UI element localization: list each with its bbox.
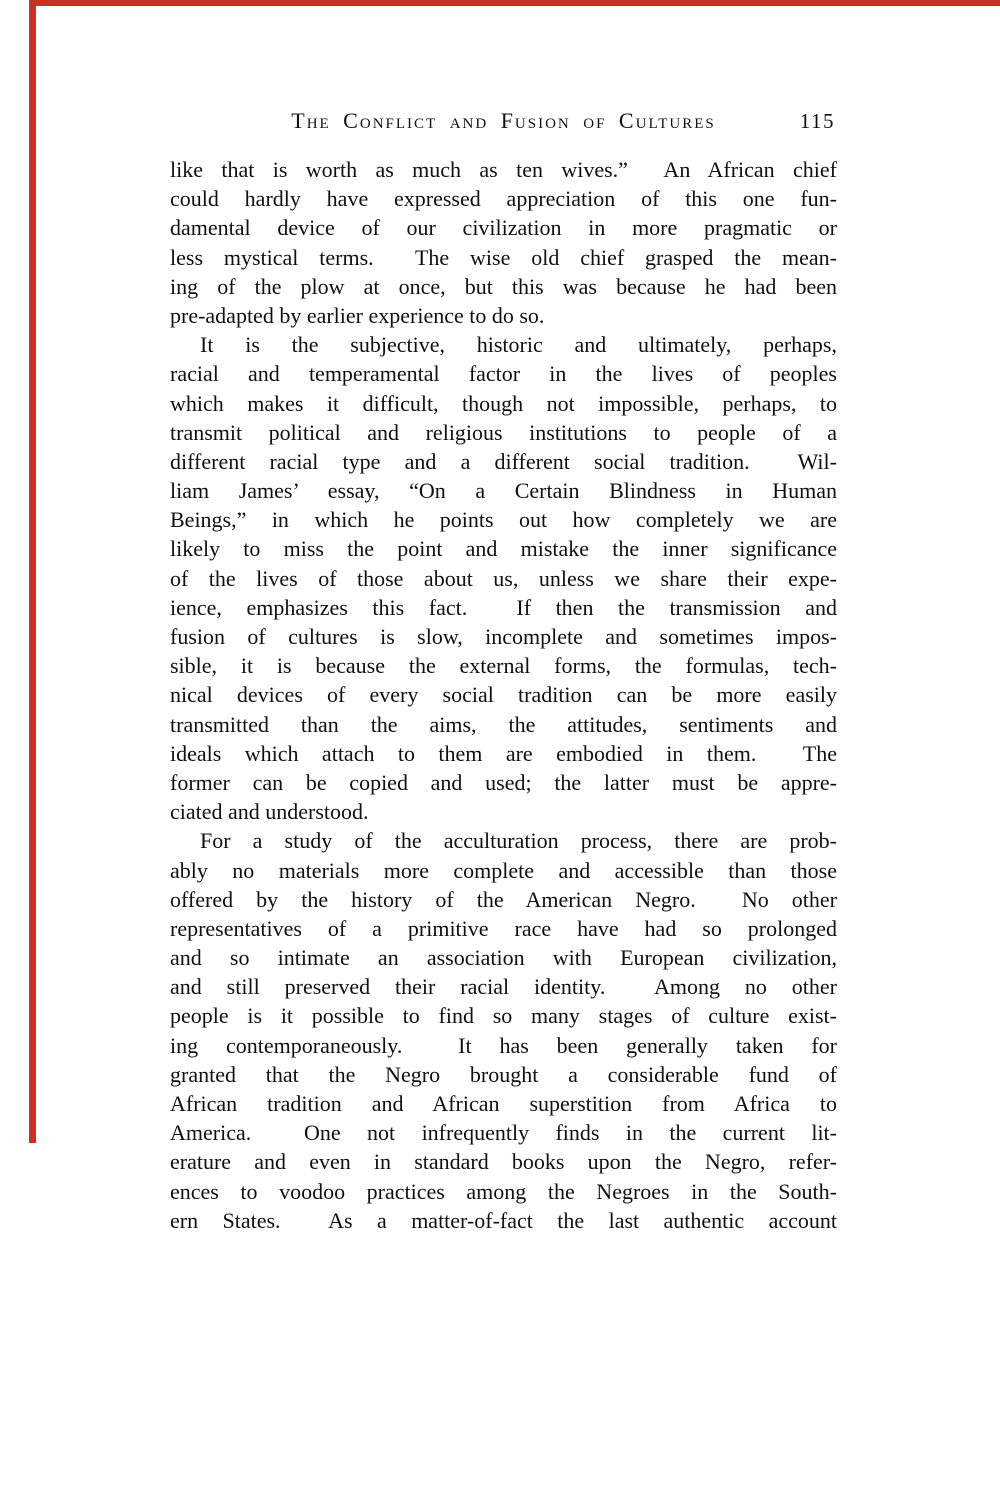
text-line: less mystical terms. The wise old chief grasped the mean- (170, 244, 837, 270)
text-line: and so intimate an association with European civilization, (170, 945, 837, 971)
text-line: For a study of the acculturation process, there are prob- (200, 828, 837, 854)
text-line: nical devices of every social tradition can be more easily (170, 682, 837, 708)
text-line: granted that the Negro brought a considerable fund of (170, 1061, 837, 1087)
text-line: transmit political and religious institutions to people of a (170, 419, 837, 445)
paragraph (170, 155, 837, 330)
text-line: ideals which attach to them are embodied in them. The (170, 740, 837, 766)
paragraph (170, 330, 837, 826)
text-line: African tradition and African superstition from Africa to (170, 1091, 837, 1116)
text-line: It is the subjective, historic and ultimately, perhaps, (200, 332, 837, 358)
text-line: of the lives of those about us, unless we share their expe- (170, 565, 837, 591)
text-line: ably no materials more complete and accessible than those (170, 857, 837, 883)
text-line: pre-adapted by earlier experience to do so. (170, 302, 545, 328)
text-line: people is it possible to find so many stages of culture exist- (170, 1003, 837, 1029)
text-line: sible, it is because the external forms, the formulas, tech- (170, 653, 837, 679)
text-line: could hardly have expressed appreciation of this one fun- (170, 186, 837, 212)
text-line: erature and even in standard books upon the Negro, refer- (170, 1149, 837, 1175)
paragraph (170, 826, 837, 1235)
text-line: liam James’ essay, “On a Certain Blindness in Human (170, 478, 837, 504)
text-line: America. One not infrequently finds in the current lit- (170, 1120, 837, 1146)
text-line: like that is worth as much as ten wives.” An African chief (170, 157, 837, 182)
scan-edge-left (29, 0, 36, 1143)
running-header (170, 108, 837, 136)
text-line: ing contemporaneously. It has been generally taken for (170, 1032, 837, 1058)
text-line: racial and temperamental factor in the lives of peoples (170, 361, 837, 387)
text-line: likely to miss the point and mistake the inner significance (170, 536, 837, 562)
page-number: 115 (799, 109, 835, 133)
page-text (170, 155, 837, 1235)
text-line: representatives of a primitive race have had so prolonged (170, 915, 837, 941)
text-line: and still preserved their racial identity. Among no other (170, 974, 837, 1000)
text-line: fusion of cultures is slow, incomplete and sometimes impos- (170, 624, 837, 649)
text-line: which makes it difficult, though not impossible, perhaps, to (170, 390, 837, 416)
text-line: ciated and understood. (170, 799, 369, 825)
text-line: offered by the history of the American Negro. No other (170, 886, 837, 912)
text-line: transmitted than the aims, the attitudes, sentiments and (170, 711, 837, 737)
text-line: different racial type and a different social tradition. Wil- (170, 448, 837, 474)
text-line: Beings,” in which he points out how completely we are (170, 507, 837, 533)
text-line: ern States. As a matter-of-fact the last authentic account (170, 1207, 837, 1233)
text-line: ience, emphasizes this fact. If then the transmission and (170, 594, 837, 620)
text-line: ences to voodoo practices among the Negroes in the South- (170, 1178, 837, 1204)
scan-edge-top (29, 0, 1000, 6)
text-line: ing of the plow at once, but this was because he had been (170, 273, 837, 299)
text-line: damental device of our civilization in more pragmatic or (170, 215, 837, 241)
text-line: former can be copied and used; the latter must be appre- (170, 769, 837, 795)
chapter-title: The Conflict and Fusion of Cultures (291, 108, 716, 133)
